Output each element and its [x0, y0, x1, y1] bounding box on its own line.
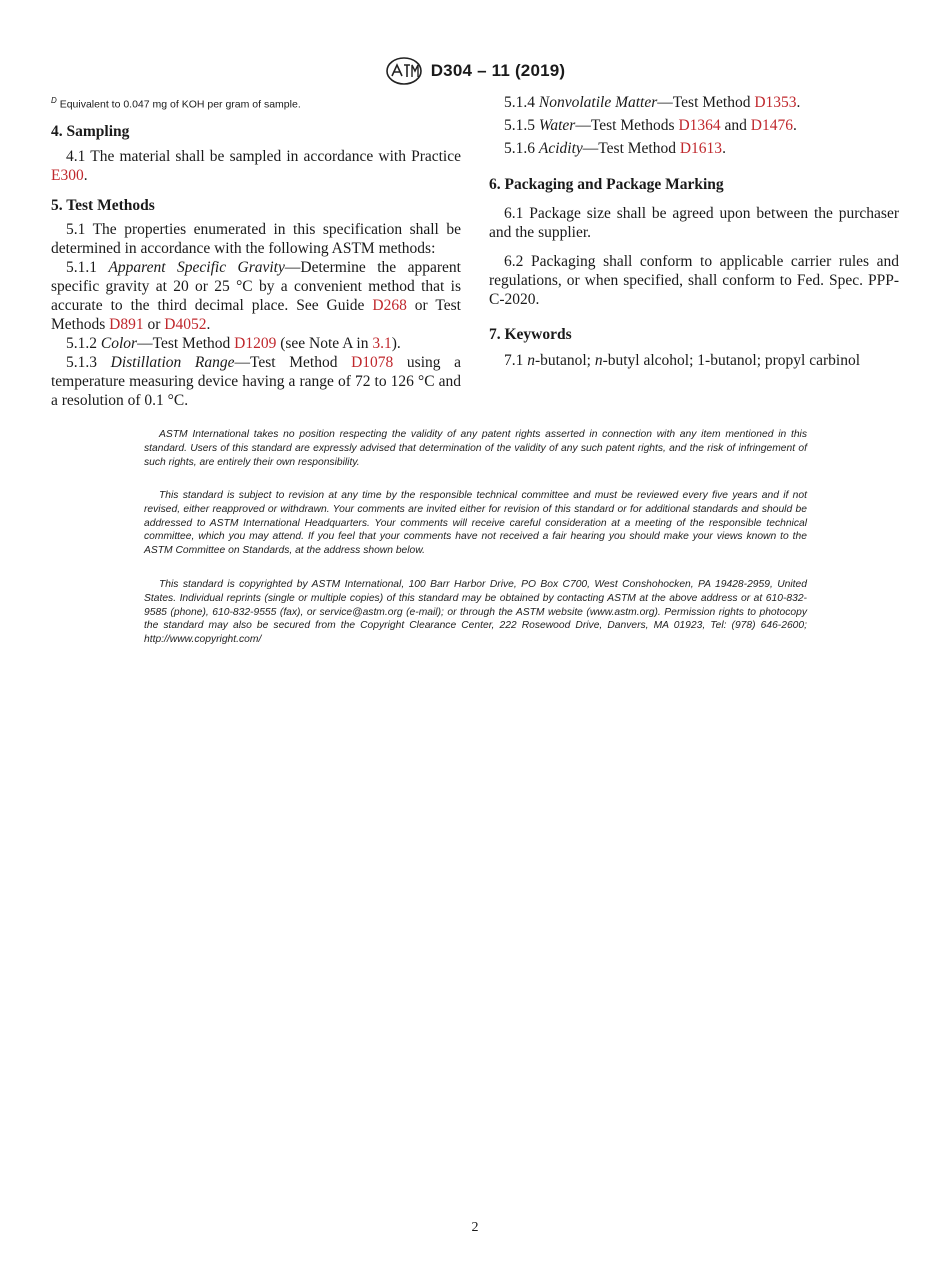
- astm-logo-icon: [385, 56, 423, 86]
- link-d1353[interactable]: D1353: [754, 94, 797, 111]
- link-d268[interactable]: D268: [372, 296, 407, 314]
- link-d891[interactable]: D891: [109, 315, 144, 333]
- paragraph-7-1: 7.1 n-butanol; n-butyl alcohol; 1-butanol; propyl carbinol: [504, 352, 861, 369]
- link-d1476[interactable]: D1476: [750, 117, 793, 134]
- footnote-d: $^D$ Equivalent to 0.047 mg of KOH per gram of sample.: [51, 96, 301, 111]
- page-number: 2: [471, 1220, 479, 1235]
- left-column: [51, 94, 461, 410]
- paragraph-5-1: 5.1 The properties enumerated in this specification shall be determined in accordance with the following ASTM methods:: [51, 220, 461, 257]
- paragraph-6-2: 6.2 Packaging shall conform to applicable carrier rules and regulations, or when specified, shall conform to Fed. Spec. PPP-C-2020.: [489, 253, 899, 308]
- link-3-1[interactable]: 3.1: [372, 334, 392, 352]
- right-column: [489, 92, 899, 370]
- paragraph-4-1: 4.1 The material shall be sampled in accordance with Practice E300.: [51, 147, 461, 184]
- revision-notice: This standard is subject to revision at any time by the responsible technical committee and must be reviewed every five years and if not revised, either reapproved or withdrawn. Your comments are invited either for revision of this standard or for additional standards and should be addressed to ASTM International Headquarters. Your comments will receive careful consideration at a meeting of the responsible technical committee, which you may attend. If you feel that your comments have not received a fair hearing you should make your views known to the ASTM Committee on Standards, at the address shown below.: [144, 490, 807, 557]
- copyright-notice: This standard is copyrighted by ASTM International, 100 Barr Harbor Drive, PO Box C700, West Conshohocken, PA 19428-2959, United States. Individual reprints (single or multiple copies) of this standard may be obtained by contacting ASTM at the above address or at 610-832-9585 (phone), 610-832-9555 (fax), or service@astm.org (e-mail); or through the ASTM website (www.astm.org). Permission rights to photocopy the standard may also be secured from the Copyright Clearance Center, 222 Rosewood Drive, Danvers, MA 01923, Tel: (978) 646-2600; http://www.copyright.com/: [144, 579, 807, 646]
- paragraph-5-1-4: 5.1.4 Nonvolatile Matter—Test Method D1353.: [504, 94, 801, 111]
- section-6-title: 6. Packaging and Package Marking: [489, 176, 724, 193]
- link-e300[interactable]: E300: [51, 166, 84, 184]
- document-id: D304 – 11 (2019): [430, 61, 566, 80]
- paragraph-5-1-6: 5.1.6 Acidity—Test Method D1613.: [504, 140, 726, 157]
- paragraph-5-1-3: 5.1.3 Distillation Range—Test Method D1078 using a temperature measuring device having a range of 72 to 126 °C and a resolution of 0.1 °C.: [51, 353, 462, 409]
- link-d1613[interactable]: D1613: [679, 140, 723, 157]
- paragraph-5-1-2: 5.1.2 Color—Test Method D1209 (see Note A in 3.1).: [66, 334, 401, 352]
- link-d4052[interactable]: D4052: [164, 315, 207, 333]
- paragraph-5-1-1: 5.1.1 Apparent Specific Gravity—Determine the apparent specific gravity at 20 or 25 °C by a convenient method that is accurate to the third decimal place. See Guide D268 or Test Methods D891 or D4052.: [51, 258, 461, 333]
- section-7-title: 7. Keywords: [489, 326, 572, 343]
- link-d1209[interactable]: D1209: [234, 334, 277, 352]
- page-header: [0, 56, 950, 86]
- section-4-title: 4. Sampling: [51, 122, 130, 140]
- patent-notice: ASTM International takes no position respecting the validity of any patent rights asserted in connection with any item mentioned in this standard. Users of this standard are expressly advised that determination of the validity of any such patent rights, and the risk of infringement of such rights, are entirely their own responsibility.: [144, 429, 807, 468]
- paragraph-6-1: 6.1 Package size shall be agreed upon between the purchaser and the supplier.: [489, 205, 899, 241]
- link-d1364[interactable]: D1364: [678, 117, 721, 134]
- paragraph-5-1-5: 5.1.5 Water—Test Methods D1364 and D1476.: [504, 117, 797, 134]
- section-5-title: 5. Test Methods: [51, 196, 155, 214]
- link-d1078[interactable]: D1078: [351, 353, 394, 371]
